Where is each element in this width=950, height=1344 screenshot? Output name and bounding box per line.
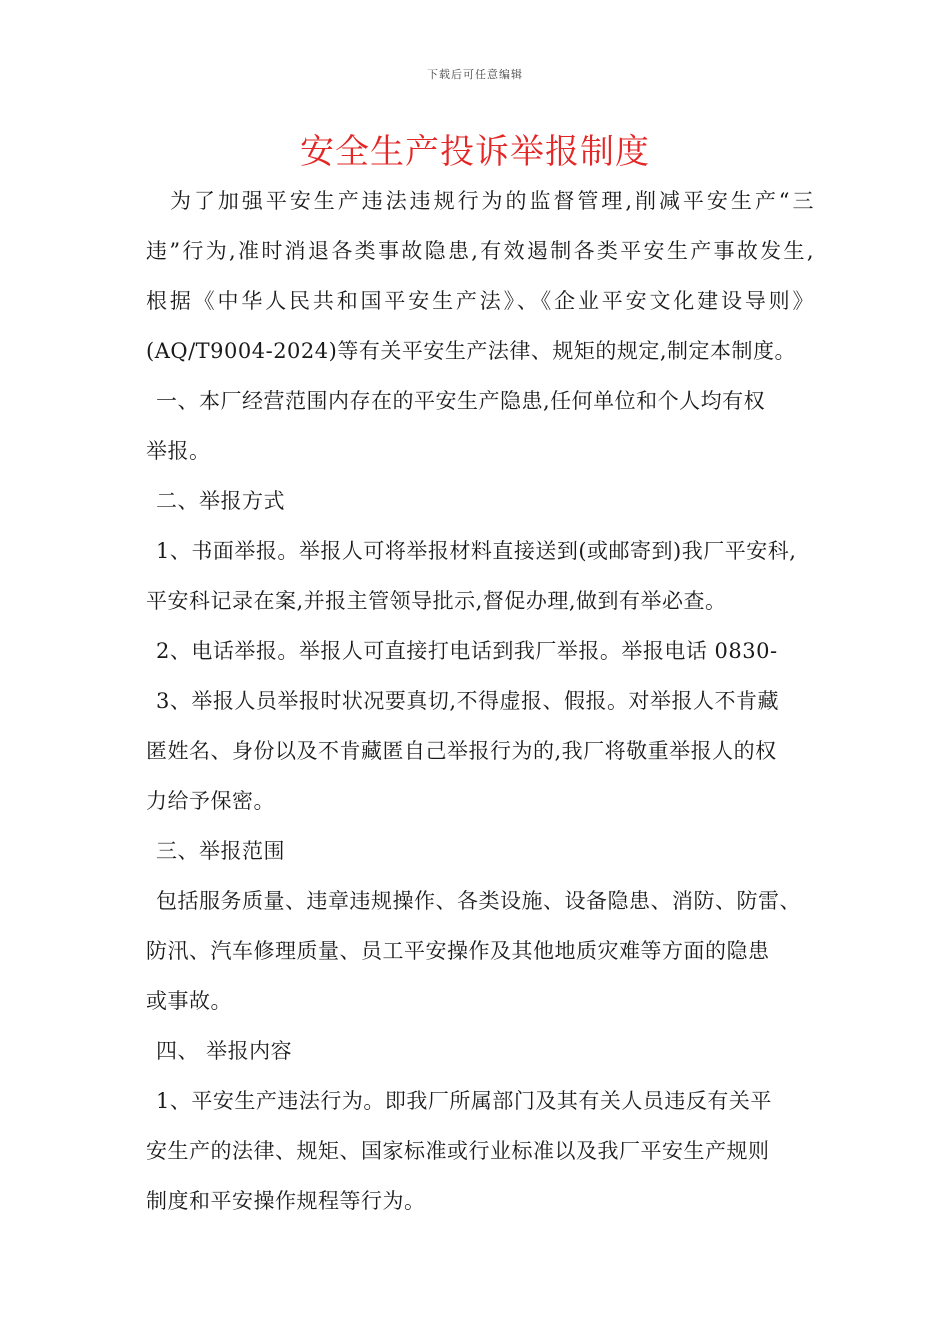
paragraph-line: 制度和平安操作规程等行为。	[146, 1189, 426, 1213]
paragraph-line: 2、电话举报。举报人可直接打电话到我厂举报。举报电话 0830-	[156, 639, 778, 663]
paragraph-line: 1、平安生产违法行为。即我厂所属部门及其有关人员违反有关平	[156, 1089, 772, 1113]
paragraph-line: 或事故。	[146, 989, 232, 1013]
paragraph-line: 匿姓名、身份以及不肯藏匿自己举报行为的,我厂将敬重举报人的权	[146, 739, 777, 763]
paragraph-line: 平安科记录在案,并报主管领导批示,督促办理,做到有举必查。	[146, 589, 727, 613]
paragraph-line: 包括服务质量、违章违规操作、各类设施、设备隐患、消防、防雷、	[156, 889, 801, 913]
paragraph-line: 四、 举报内容	[156, 1039, 293, 1063]
paragraph-line: 3、举报人员举报时状况要真切,不得虚报、假报。对举报人不肯藏	[156, 689, 780, 713]
paragraph-line: 防汛、汽车修理质量、员工平安操作及其他地质灾难等方面的隐患	[146, 939, 770, 963]
paragraph-line: 为了加强平安生产违法违规行为的监督管理,削减平安生产“三	[170, 189, 814, 213]
paragraph-line: 二、举报方式	[156, 489, 285, 513]
paragraph-line: 根据《中华人民共和国平安生产法》、《企业平安文化建设导则》	[146, 289, 814, 313]
paragraph-line: (AQ/T9004-2024)等有关平安生产法律、规矩的规定,制定本制度。	[146, 339, 797, 363]
document-title: 安全生产投诉举报制度	[300, 132, 650, 172]
paragraph-line: 安生产的法律、规矩、国家标准或行业标准以及我厂平安生产规则	[146, 1139, 770, 1163]
paragraph-line: 力给予保密。	[146, 789, 275, 813]
paragraph-line: 三、举报范围	[156, 839, 285, 863]
header-note: 下载后可任意编辑	[427, 68, 523, 81]
paragraph-line: 一、本厂经营范围内存在的平安生产隐患,任何单位和个人均有权	[156, 389, 766, 413]
document-body	[146, 176, 814, 1226]
paragraph-line: 举报。	[146, 439, 211, 463]
paragraph-line: 违”行为,准时消退各类事故隐患,有效遏制各类平安生产事故发生,	[146, 239, 814, 263]
paragraph-line: 1、书面举报。举报人可将举报材料直接送到(或邮寄到)我厂平安科,	[156, 539, 797, 563]
